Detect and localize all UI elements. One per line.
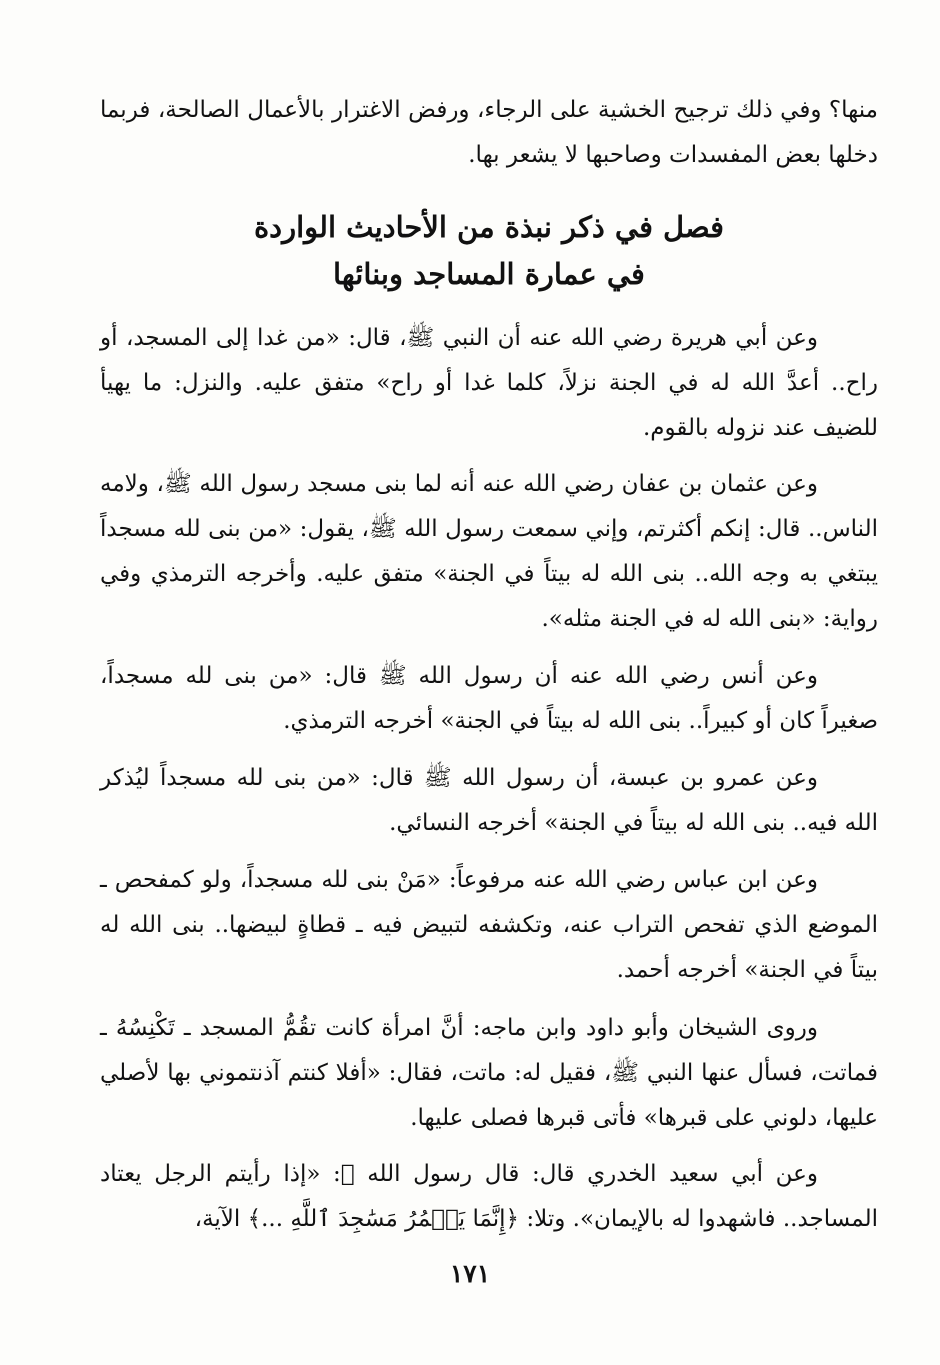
hadith-paragraph-6-block <box>100 1006 878 1141</box>
hadith-paragraph-3-block <box>100 654 878 744</box>
hadith-paragraph-7-block <box>100 1152 878 1242</box>
hadith-paragraph-5-block <box>100 858 878 993</box>
section-heading-line-2: في عمارة المساجد وبنائها <box>333 257 645 291</box>
hadith-paragraph-1-block <box>100 316 878 451</box>
hadith-paragraph: وعن ابن عباس رضي الله عنه مرفوعاً: «مَنْ بنى لله مسجداً، ولو كمفحص ـ الموضع الذي تفحص التراب عنه، وتكشفه لتبيض فيه ـ قطاةٍ لبيضها.. بنى الله له بيتاً في الجنة» أخرجه أحمد. <box>100 867 878 983</box>
intro-paragraph: منها؟ وفي ذلك ترجيح الخشية على الرجاء، ورفض الاغترار بالأعمال الصالحة، فربما دخلها بعض المفسدات وصاحبها لا يشعر بها. <box>100 97 878 168</box>
hadith-paragraph-4-block <box>100 756 878 846</box>
hadith-paragraph: وعن عمرو بن عبسة، أن رسول الله ﷺ قال: «من بنى لله مسجداً ليُذكر الله فيه.. بنى الله له بيتاً في الجنة» أخرجه النسائي. <box>100 765 878 836</box>
hadith-paragraph-2-block <box>100 462 878 642</box>
page-number: ١٧١ <box>449 1259 491 1288</box>
hadith-paragraph: وعن أنس رضي الله عنه أن رسول الله ﷺ قال: «من بنى لله مسجداً، صغيراً كان أو كبيراً.. بنى الله له بيتاً في الجنة» أخرجه الترمذي. <box>100 663 878 734</box>
hadith-paragraph: وعن أبي سعيد الخدري قال: قال رسول الله ﷺ: «إذا رأيتم الرجل يعتاد المساجد.. فاشهدوا له بالإيمان». وتلا: ﴿إِنَّمَا يَعۡمُرُ مَسَٰجِدَ ٱللَّهِ ...﴾ الآية، <box>100 1161 878 1232</box>
hadith-paragraph: وعن أبي هريرة رضي الله عنه أن النبي ﷺ، قال: «من غدا إلى المسجد، أو راح.. أعدَّ الله له في الجنة نزلاً، كلما غدا أو راح» متفق عليه. والنزل: ما يهيأ للضيف عند نزوله بالقوم. <box>100 325 878 441</box>
hadith-paragraph: وعن عثمان بن عفان رضي الله عنه أنه لما بنى مسجد رسول الله ﷺ، ولامه الناس.. قال: إنكم أكثرتم، وإني سمعت رسول الله ﷺ، يقول: «من بنى لله مسجداً يبتغي به وجه الله.. بنى الله له بيتاً في الجنة» متفق عليه. وأخرجه الترمذي وفي رواية: «بنى الله له في الجنة مثله». <box>100 471 878 632</box>
section-heading-line-1: فصل في ذكر نبذة من الأحاديث الواردة <box>253 210 725 244</box>
hadith-paragraph: وروى الشيخان وأبو داود وابن ماجه: أنَّ امرأة كانت تقُمُّ المسجد ـ تَكْنِسُهُ ـ فماتت، فسأل عنها النبي ﷺ، فقيل له: ماتت، فقال: «أفلا كنتم آذنتموني بها لأصلي عليها، دلوني على قبرها» فأتى قبرها فصلى عليها. <box>100 1015 878 1131</box>
section-heading <box>100 204 878 298</box>
intro-paragraph-block <box>100 88 878 178</box>
